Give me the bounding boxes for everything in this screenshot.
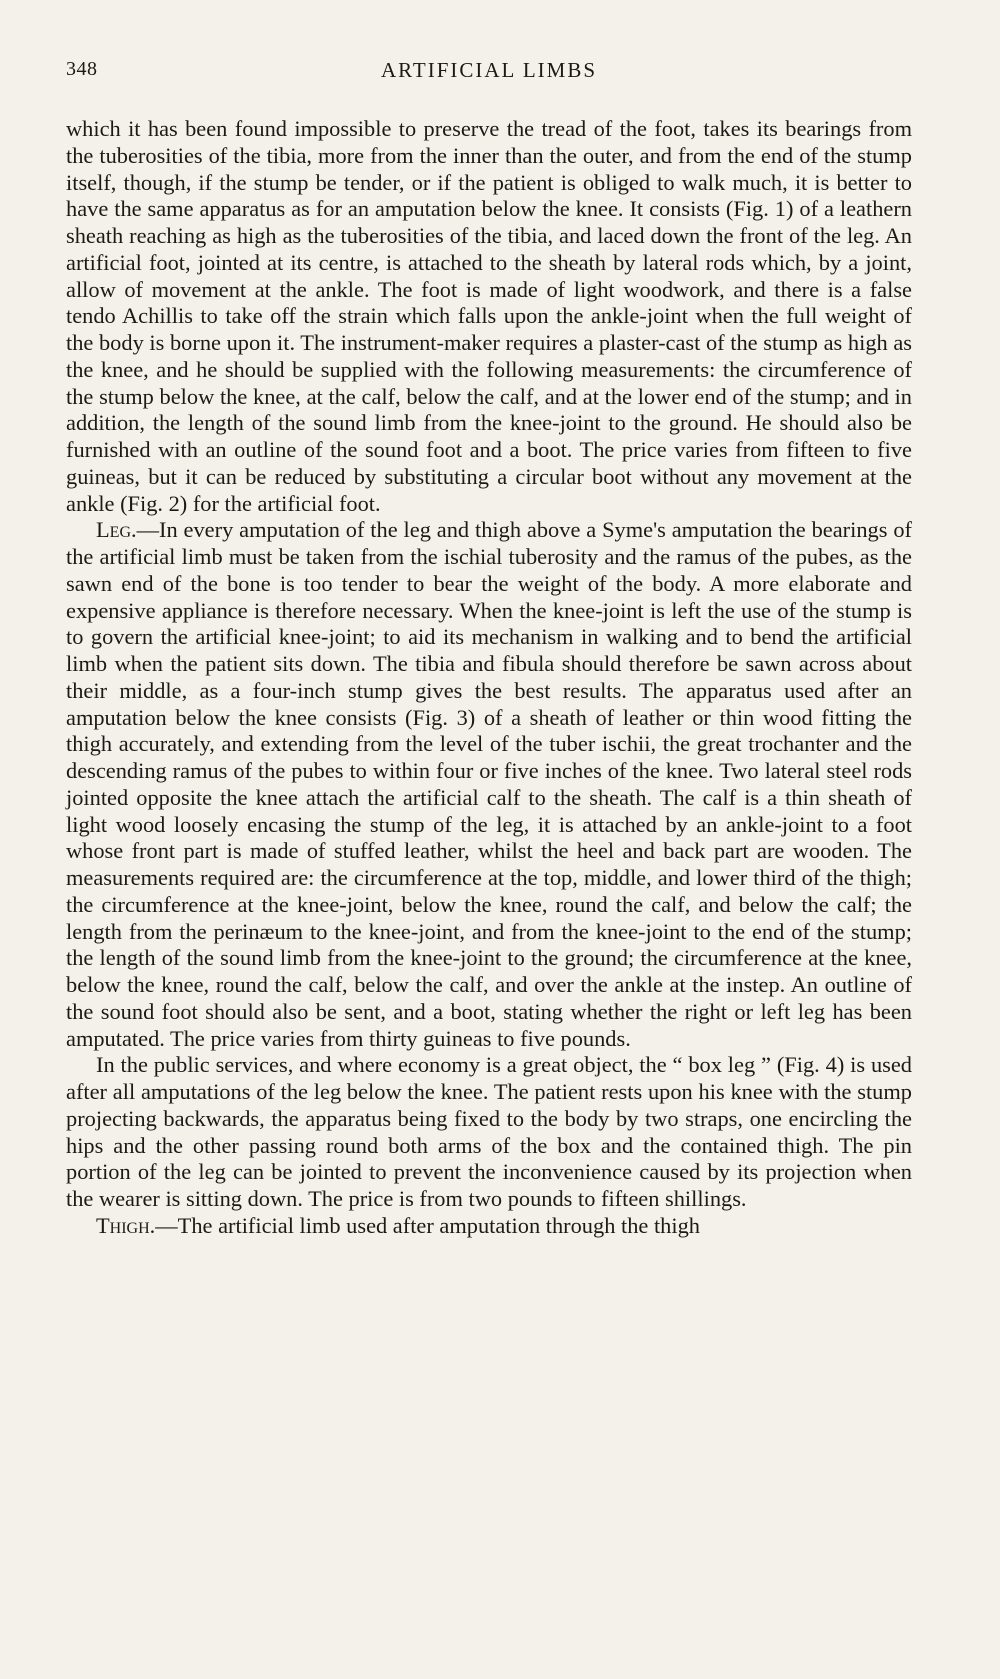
- paragraph-box-leg: [66, 1052, 912, 1213]
- paragraph-foot: [66, 116, 912, 517]
- section-heading-leg: Leg.: [96, 517, 137, 543]
- paragraph-leg: [66, 517, 912, 1052]
- page-header: [66, 58, 912, 90]
- section-heading-thigh: Thigh.: [96, 1212, 156, 1238]
- paragraph-text: In the public services, and where economy is a great object, the “ box leg ” (Fig. 4) is used after all amputations of the leg below the knee. The patient rests upon his knee with the stump projecting backwards, the apparatus being fixed to the body by two straps, one encircling the hips and the other passing round both arms of the box and the contained thigh. The pin portion of the leg can be jointed to prevent the inconvenience caused by its projection when the wearer is sitting down. The price is from two pounds to fifteen shillings.: [66, 1052, 912, 1211]
- page-number: 348: [66, 58, 98, 80]
- running-title: ARTIFICIAL LIMBS: [380, 58, 598, 82]
- paragraph-thigh: [66, 1213, 912, 1240]
- body-text: [66, 116, 912, 1240]
- paragraph-text: which it has been found impossible to preserve the tread of the foot, takes its bearings from the tuberosities of the tibia, more from the inner than the outer, and from the end of the stump itself, though, if the stump be tender, or if the patient is obliged to walk much, it is better to have the same apparatus as for an amputation below the knee. It consists (Fig. 1) of a leathern sheath reaching as high as the tuberosities of the tibia, and laced down the front of the leg. An artificial foot, jointed at its centre, is attached to the sheath by lateral rods which, by a joint, allow of movement at the ankle. The foot is made of light woodwork, and there is a false tendo Achillis to take off the strain which falls upon the ankle-joint when the full weight of the body is borne upon it. The instrument-maker requires a plaster-cast of the stump as high as the knee, and he should be supplied with the following measurements: the circumference of the stump below the knee, at the calf, below the calf, and at the lower end of the stump; and in addition, the length of the sound limb from the knee-joint to the ground. He should also be furnished with an outline of the sound foot and a boot. The price varies from fifteen to five guineas, but it can be reduced by substituting a circular boot without any movement at the ankle (Fig. 2) for the artificial foot.: [66, 116, 912, 516]
- paragraph-text: —The artificial limb used after amputation through the thigh: [155, 1212, 700, 1238]
- paragraph-text: —In every amputation of the leg and thigh above a Syme's amputation the bearings of the artificial limb must be taken from the ischial tuberosity and the ramus of the pubes, as the sawn end of the bone is too tender to bear the weight of the body. A more elaborate and expensive appliance is therefore necessary. When the knee-joint is left the use of the stump is to govern the artificial knee-joint; to aid its mechanism in walking and to bend the artificial limb when the patient sits down. The tibia and fibula should therefore be sawn across about their middle, as a four-inch stump gives the best results. The apparatus used after an amputation below the knee consists (Fig. 3) of a sheath of leather or thin wood fitting the thigh accurately, and extending from the level of the tuber ischii, the great trochanter and the descending ramus of the pubes to within four or five inches of the knee. Two lateral steel rods jointed opposite the knee attach the artificial calf to the sheath. The calf is a thin sheath of light wood loosely encasing the stump of the leg, it is attached by an ankle-joint to a foot whose front part is made of stuffed leather, whilst the heel and back part are wooden. The measurements required are: the circumference at the top, middle, and lower third of the thigh; the circumference at the knee-joint, below the knee, round the calf, and below the calf; the length from the perinæum to the knee-joint, and from the knee-joint to the end of the stump; the length of the sound limb from the knee-joint to the ground; the circumference at the knee, below the knee, round the calf, below the calf, and over the ankle at the instep. An outline of the sound foot should also be sent, and a boot, stating whether the right or left leg has been amputated. The price varies from thirty guineas to five pounds.: [66, 517, 912, 1051]
